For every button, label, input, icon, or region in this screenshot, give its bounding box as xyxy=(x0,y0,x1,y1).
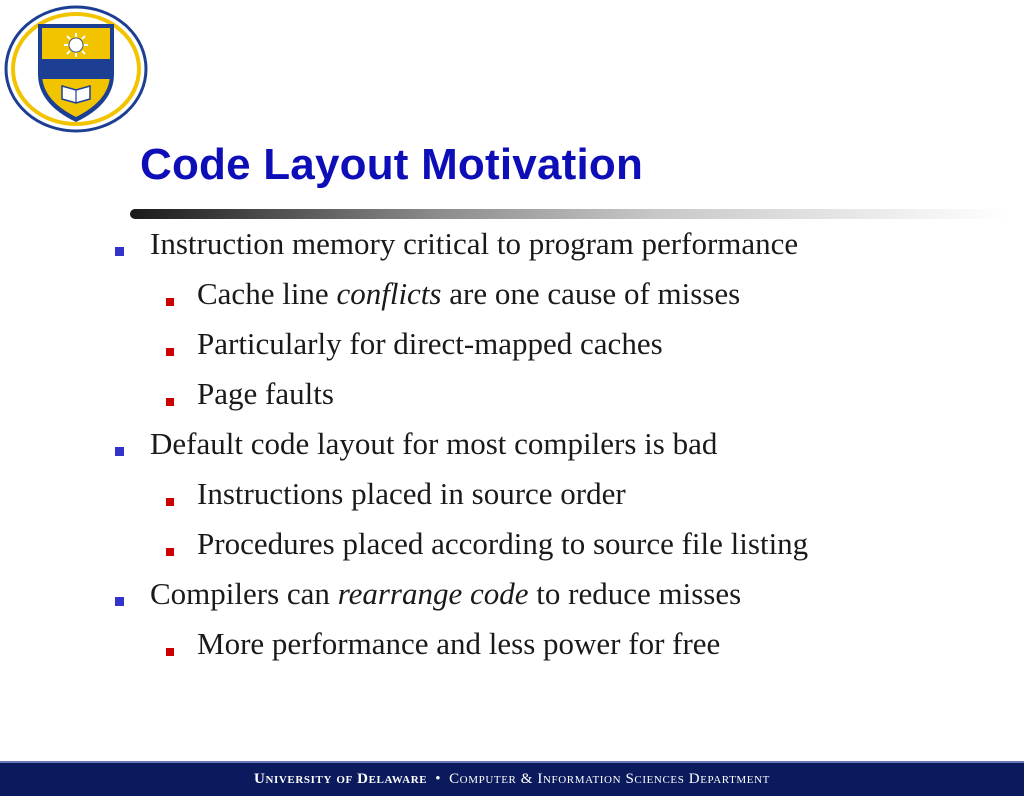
bullet-text: Compilers can xyxy=(150,576,338,611)
bullet-item xyxy=(150,226,798,262)
bullet-text: Default code layout for most compilers is bad xyxy=(150,426,718,461)
bullet-item xyxy=(197,526,808,562)
bullet-text: to reduce misses xyxy=(528,576,742,611)
bullet-text: Page faults xyxy=(197,376,334,411)
university-seal-logo xyxy=(4,4,148,134)
bullet-text: More performance and less power for free xyxy=(197,626,721,661)
bullet-text: Procedures placed according to source file listing xyxy=(197,526,809,561)
bullet-item xyxy=(150,426,717,462)
bullet-item xyxy=(197,326,663,362)
bullet-marker-level2 xyxy=(166,398,174,406)
bullet-text: Particularly for direct-mapped caches xyxy=(197,326,663,361)
title-divider xyxy=(130,209,1010,219)
footer-bar xyxy=(0,761,1024,796)
bullet-marker-level1 xyxy=(115,247,124,256)
footer-university: University of Delaware xyxy=(254,771,428,787)
bullet-item xyxy=(197,476,626,512)
bullet-item xyxy=(197,276,740,312)
bullet-item xyxy=(197,376,334,412)
bullet-text: Cache line xyxy=(197,276,337,311)
bullet-text: Instructions placed in source order xyxy=(197,476,626,511)
bullet-text-italic: conflicts xyxy=(336,276,442,311)
bullet-marker-level2 xyxy=(166,648,174,656)
university-seal-icon xyxy=(4,4,148,134)
bullet-item xyxy=(197,626,720,662)
bullet-marker-level2 xyxy=(166,298,174,306)
bullet-marker-level2 xyxy=(166,548,174,556)
bullet-marker-level2 xyxy=(166,348,174,356)
bullet-text: are one cause of misses xyxy=(441,276,741,311)
bullet-marker-level1 xyxy=(115,447,124,456)
footer-separator: • xyxy=(435,771,442,787)
footer-department: Computer & Information Sciences Department xyxy=(449,771,770,787)
slide-title: Code Layout Motivation xyxy=(140,140,644,189)
bullet-item xyxy=(150,576,741,612)
bullet-marker-level2 xyxy=(166,498,174,506)
bullet-text: Instruction memory critical to program performance xyxy=(150,226,799,261)
bullet-marker-level1 xyxy=(115,597,124,606)
bullet-text-italic: rearrange code xyxy=(337,576,529,611)
